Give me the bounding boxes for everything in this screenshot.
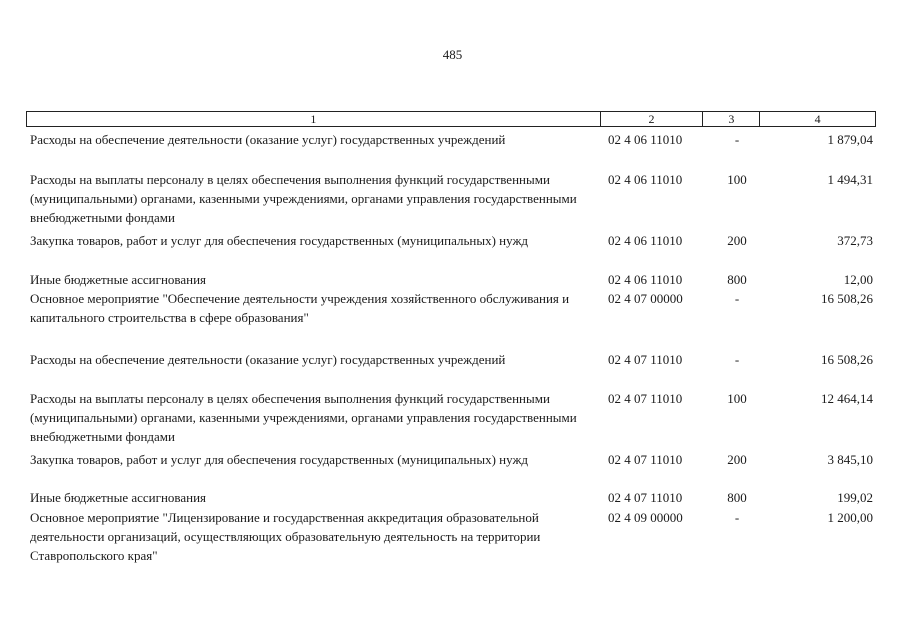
row-expense-type: 100 <box>727 391 747 406</box>
row-code: 02 4 06 11010 <box>608 132 683 147</box>
row-expense-type: - <box>734 132 740 147</box>
row-sum: 372,73 <box>837 233 873 248</box>
row-code: 02 4 06 11010 <box>608 172 683 187</box>
column-header-2: 2 <box>601 112 704 126</box>
row-expense-type: 200 <box>727 233 747 248</box>
row-expense-type: 800 <box>727 272 747 287</box>
row-code: 02 4 09 00000 <box>608 510 683 525</box>
row-code: 02 4 07 11010 <box>608 452 683 467</box>
row-name: Основное мероприятие "Лицензирование и государственная аккредитация образовательной деятельности организаций, осуществляющих образовательную деятельность на территории Ставропольского края" <box>30 510 541 563</box>
row-expense-type: - <box>734 352 740 367</box>
row-name: Расходы на обеспечение деятельности (оказание услуг) государственных учреждений <box>30 132 506 147</box>
row-expense-type: 100 <box>727 172 747 187</box>
column-header-3: 3 <box>703 112 760 126</box>
row-code: 02 4 07 11010 <box>608 391 683 406</box>
row-sum: 16 508,26 <box>821 352 873 367</box>
row-name: Иные бюджетные ассигнования <box>30 490 207 505</box>
row-name: Закупка товаров, работ и услуг для обеспечения государственных (муниципальных) нужд <box>30 452 529 467</box>
row-sum: 1 494,31 <box>827 172 873 187</box>
row-name: Закупка товаров, работ и услуг для обеспечения государственных (муниципальных) нужд <box>30 233 529 248</box>
row-code: 02 4 07 11010 <box>608 352 683 367</box>
table-header <box>26 111 876 127</box>
row-sum: 3 845,10 <box>827 452 873 467</box>
row-name: Расходы на выплаты персоналу в целях обеспечения выполнения функций государственными (муниципальными) органами, казенными учреждениями, органами управления государственными внебюджетными фондами <box>30 391 577 444</box>
row-expense-type: - <box>734 510 740 525</box>
row-sum: 16 508,26 <box>821 291 873 306</box>
row-name: Иные бюджетные ассигнования <box>30 272 207 287</box>
row-name: Расходы на выплаты персоналу в целях обеспечения выполнения функций государственными (муниципальными) органами, казенными учреждениями, органами управления государственными внебюджетными фондами <box>30 172 577 225</box>
row-sum: 199,02 <box>837 490 873 505</box>
row-code: 02 4 06 11010 <box>608 272 683 287</box>
row-expense-type: - <box>734 291 740 306</box>
row-sum: 12 464,14 <box>821 391 873 406</box>
row-expense-type: 800 <box>727 490 747 505</box>
row-code: 02 4 07 00000 <box>608 291 683 306</box>
column-header-4: 4 <box>814 112 821 126</box>
row-code: 02 4 06 11010 <box>608 233 683 248</box>
column-header-1: 1 <box>27 112 601 126</box>
row-sum: 1 879,04 <box>827 132 873 147</box>
row-name: Расходы на обеспечение деятельности (оказание услуг) государственных учреждений <box>30 352 506 367</box>
row-expense-type: 200 <box>727 452 747 467</box>
row-name: Основное мероприятие "Обеспечение деятельности учреждения хозяйственного обслуживания и капитального строительства в сфере образования" <box>30 291 570 325</box>
row-code: 02 4 07 11010 <box>608 490 683 505</box>
row-sum: 1 200,00 <box>827 510 873 525</box>
row-sum: 12,00 <box>843 272 873 287</box>
page-number: 485 <box>442 47 463 62</box>
